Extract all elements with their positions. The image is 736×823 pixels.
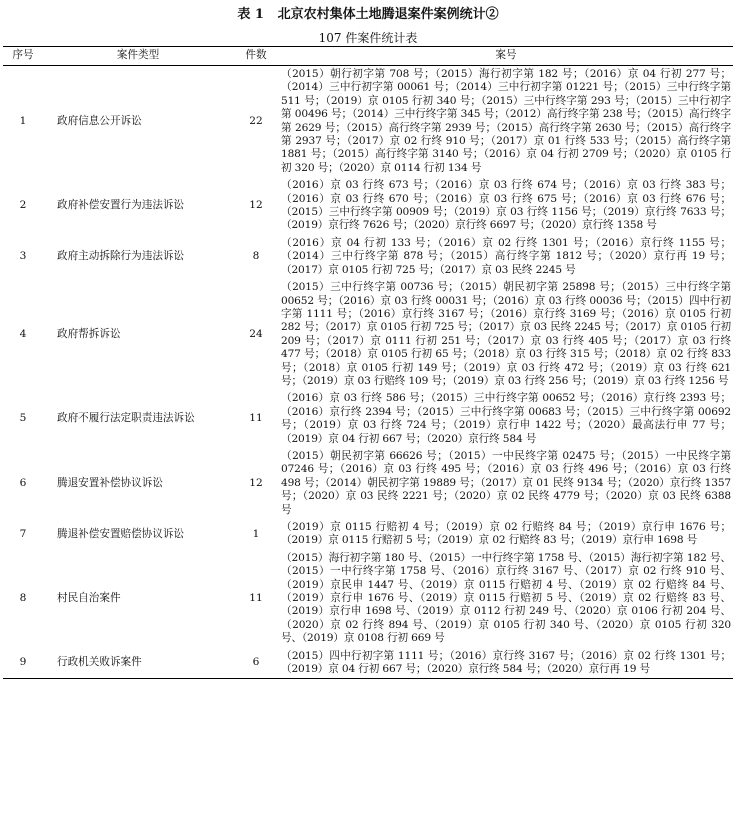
row-no: 3 [19, 250, 27, 263]
header-type: 案件类型 [43, 47, 233, 66]
row-cases: （2016）京 03 行终 586 号；（2015）三中行终字第 00652 号；（2016）京行终 2393 号；（2016）京行终 2394 号；（2015）三中行终字第 00683 号；（2015）三中行终字第 00692 号；（2019）京 03 行终 724 号；（2019）京行申 1422 号；（2020）最高法行申 77 号；（2019）京 04 行初 667 号；（2020）京行终 584 号 [281, 392, 731, 445]
row-no: 8 [19, 592, 27, 605]
table-row [3, 519, 733, 550]
row-cases: （2015）朝行初字第 708 号；（2015）海行初字第 182 号；（2016）京 04 行初 277 号；（2014）三中行初字第 00061 号；（2014）三中行初字第 01221 号；（2015）三中行终字第 511 号；（2019）京 0105 行初 340 号；（2015）三中行终字第 293 号；（2015）三中行初字第 00496 号；（2014）三中行终字第 345 号；（2012）高行终字第 238 号；（2015）高行终字第 2629 号；（2015）高行终字第 2939 号；（2015）高行终字第 2630 号；（2015）高行终字第 2937 号；（2017）京 02 行终 910 号；（2017）京 01 行终 533 号；（2015）高行终字第 1881 号；（2015）高行终字第 3140 号；（2016）京 04 行初 2709 号；（2020）京 0105 行初 320 号；（2020）京 0114 行初 134 号 [281, 68, 731, 174]
row-count: 12 [249, 476, 263, 489]
table-row [3, 177, 733, 235]
row-no: 9 [3, 648, 43, 679]
row-count: 1 [252, 527, 260, 540]
row-cases: （2015）三中行终字第 00736 号；（2015）朝民初字第 25898 号；（2015）三中行终字第 00652 号；（2016）京 03 行终 00031 号；（2016）京 03 行终 00036 号；（2015）四中行初字第 1111 号；（2016）京行终 3167 号；（2016）京行终 3169 号；（2016）京 0105 行初 282 号；（2017）京 0105 行初 725 号；（2017）京 03 民终 2245 号；（2017）京 0105 行初 209 号；（2017）京 0111 行初 251 号；（2017）京 03 行终 405 号；（2017）京 03 行终 477 号；（2018）京 0105 行初 65 号；（2018）京 03 行终 315 号；（2018）京 02 行终 833 号；（2018）京 0105 行初 149 号；（2019）京 03 行终 472 号；（2019）京 03 行终 621 号；（2019）京 03 行赔终 109 号；（2019）京 03 行终 256 号；（2019）京 03 行终 1256 号 [281, 281, 731, 387]
row-type: 腾退安置补偿协议诉讼 [57, 476, 163, 489]
row-cases: （2016）京 03 行终 673 号；（2016）京 03 行终 674 号；（2016）京 03 行终 383 号；（2016）京 03 行终 670 号；（2016）京 03 行终 675 号；（2016）京 03 行终 676 号；（2015）三中行终字第 00909 号；（2019）京 03 行终 1156 号；（2019）京行终 7633 号；（2019）京行终 7626 号；（2020）京行终 6697 号；（2020）京行终 1358 号 [281, 179, 731, 232]
table-caption [0, 0, 736, 24]
row-count: 12 [249, 199, 263, 212]
row-type: 政府信息公开诉讼 [57, 114, 142, 127]
row-no: 7 [19, 527, 27, 540]
row-cases: （2015）海行初字第 180 号、（2015）一中行终字第 1758 号、（2015）海行初字第 182 号、（2015）一中行终字第 1758 号、（2016）京行终 3167 号、（2017）京 02 行终 910 号、（2019）京民申 1447 号、（2019）京 0115 行赔初 4 号、（2019）京 02 行赔终 84 号、（2019）京行申 1676 号、（2019）京 0115 行赔初 5 号、（2019）京 02 行赔终 83 号、（2019）京行申 1698 号、（2019）京 0112 行初 249 号、（2020）京 0106 行初 204 号、（2020）京 02 行终 894 号、（2019）京 0105 行初 340 号、（2020）京 0105 行初 320 号、（2019）京 0108 行初 669 号 [281, 551, 731, 645]
row-type: 腾退补偿安置赔偿协议诉讼 [57, 527, 185, 540]
row-no: 1 [19, 114, 27, 127]
row-no: 5 [19, 412, 27, 425]
row-cases: （2019）京 0115 行赔初 4 号；（2019）京 02 行赔终 84 号；（2019）京行申 1676 号；（2019）京 0115 行赔初 5 号；（2019）京 02 行赔终 83 号；（2019）京行申 1698 号 [281, 521, 731, 547]
row-type: 政府主动拆除行为违法诉讼 [57, 250, 185, 263]
table-row [3, 66, 733, 178]
row-type: 村民自治案件 [57, 592, 121, 605]
row-count: 22 [249, 114, 263, 127]
case-statistics-table [3, 46, 733, 679]
row-cases: （2016）京 04 行初 133 号；（2016）京 02 行终 1301 号；（2016）京行终 1155 号；（2014）三中行终字第 878 号；（2015）高行终字第 1812 号；（2020）京行再 19 号；（2017）京 0105 行初 725 号；（2017）京 03 民终 2245 号 [281, 236, 731, 276]
header-count: 件数 [233, 47, 279, 66]
table-row [3, 390, 733, 448]
header-no: 序号 [3, 47, 43, 66]
table-row [3, 279, 733, 390]
row-no: 4 [19, 328, 27, 341]
row-count: 6 [233, 648, 279, 679]
table-row [3, 648, 733, 679]
row-type: 政府补偿安置行为违法诉讼 [57, 199, 185, 212]
row-count: 11 [249, 412, 263, 425]
header-cases: 案号 [279, 47, 733, 66]
row-cases: （2015）四中行初字第 1111 号；（2016）京行终 3167 号；（2016）京 02 行终 1301 号；（2019）京 04 行初 667 号；（2020）京行终 584 号；（2020）京行再 19 号 [279, 648, 733, 679]
row-type: 政府帮拆诉讼 [57, 328, 121, 341]
table-header-row [3, 47, 733, 66]
row-count: 8 [252, 250, 260, 263]
table-row [3, 235, 733, 279]
table-row [3, 448, 733, 519]
row-count: 11 [249, 592, 263, 605]
caption-title: 北京农村集体土地腾退案件案例统计② [277, 7, 499, 22]
table-subtitle: 107 件案件统计表 [318, 31, 418, 45]
row-count: 24 [249, 328, 263, 341]
row-type: 行政机关败诉案件 [43, 648, 233, 679]
row-type: 政府不履行法定职责违法诉讼 [57, 412, 195, 425]
row-no: 2 [19, 199, 27, 212]
caption-label: 表 1 [237, 7, 264, 22]
table-row [3, 550, 733, 648]
row-no: 6 [19, 476, 27, 489]
row-cases: （2015）朝民初字第 66626 号；（2015）一中民终字第 02475 号；（2015）一中民终字第 07246 号；（2016）京 03 行终 495 号；（2016）京 03 行终 496 号；（2016）京 03 行终 498 号；（2014）朝民初字第 19889 号；（2017）京 01 民终 9134 号；（2020）京行终 1357 号；（2020）京 03 民终 2221 号；（2020）京 02 民终 4779 号；（2020）京 03 民终 6388 号 [281, 449, 731, 516]
